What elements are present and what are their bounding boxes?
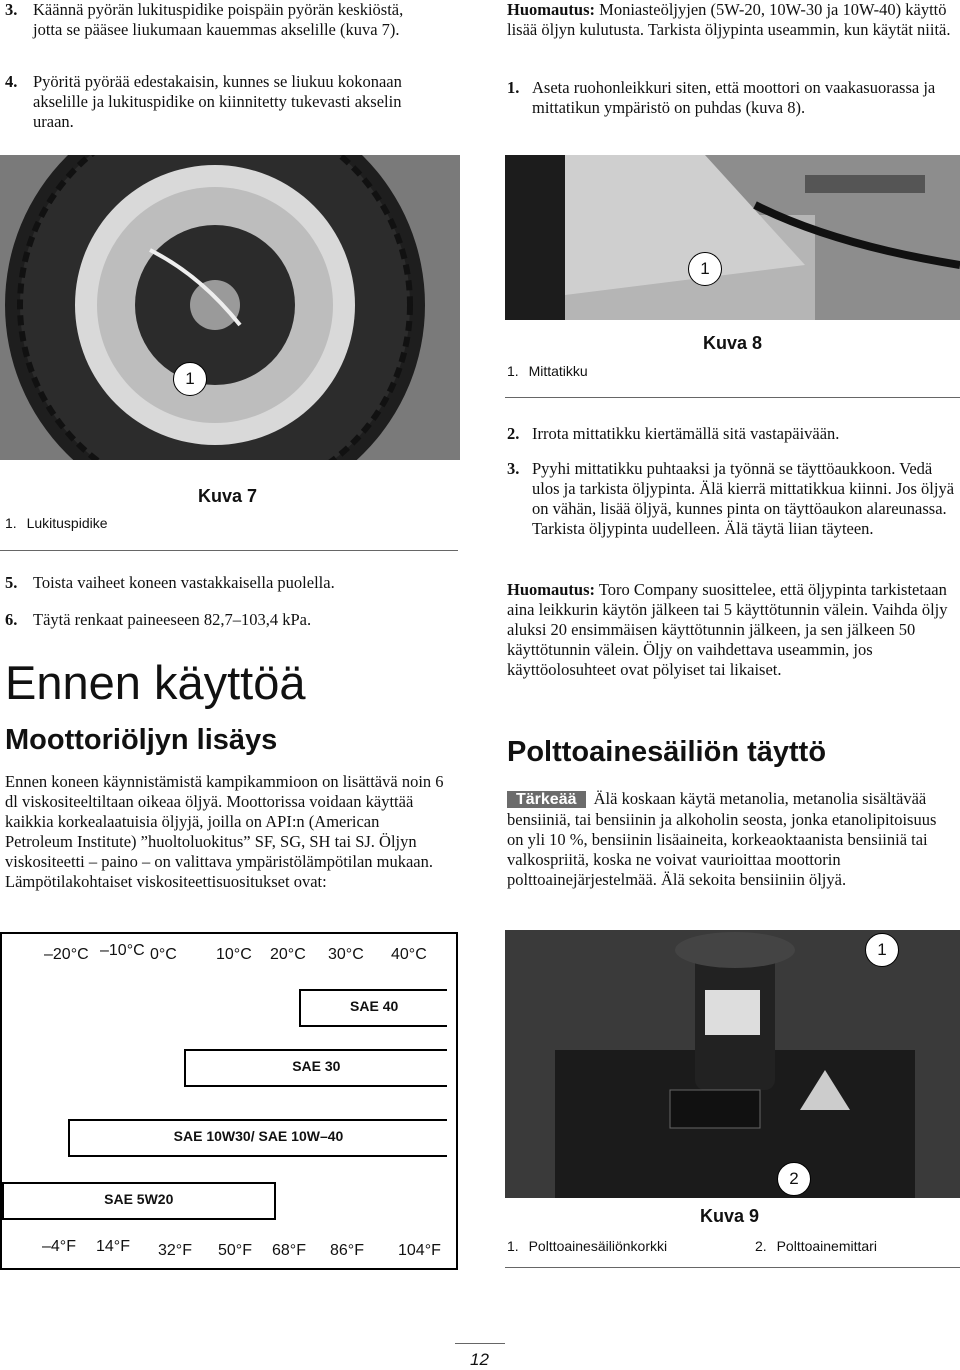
note-2 — [507, 580, 957, 680]
callout-1: 1 — [865, 933, 899, 967]
page-number: 12 — [470, 1350, 489, 1369]
fig9-title: Kuva 9 — [700, 1206, 760, 1226]
caption-number: 1. — [507, 363, 519, 379]
note-text: Toro Company suosittelee, että öljypinta tarkistetaan aina leikkurin käytön jälkeen tai 5 käyttötunnin välein. Vaihda öljy aluksi 20 ensimmäisen käyttötunnin jälkeen, ja sen jälkeen 50 käyttötunnin välein. Öljy on vaihdettava useammin, jos käyttöolosuhteet ovat pölyiset tai likaiset. — [507, 580, 948, 679]
fuel-section-title: Polttoainesäiliön täyttö — [507, 736, 827, 768]
wheel-illustration — [0, 155, 460, 460]
step-number: 2. — [507, 424, 520, 443]
caption-text: Polttoainesäiliönkorkki — [528, 1238, 668, 1254]
celsius-label: 40°C — [391, 946, 427, 963]
caption-number: 1. — [5, 515, 17, 531]
divider — [505, 1267, 960, 1268]
step-text: Aseta ruohonleikkuri siten, että moottori on vaakasuorassa ja mittatikun ympäristö on puhdas (kuva 8). — [532, 78, 936, 117]
fahrenheit-label: –4°F — [42, 1238, 76, 1255]
viscosity-chart — [0, 932, 458, 1270]
caption-text: Mittatikku — [528, 363, 588, 379]
step-3 — [5, 0, 435, 40]
fahrenheit-label: 68°F — [272, 1242, 306, 1259]
step-5 — [5, 573, 445, 593]
celsius-label: 10°C — [216, 946, 252, 963]
step-number: 1. — [507, 78, 520, 97]
grade-bar — [2, 1182, 276, 1220]
step-number: 3. — [5, 0, 18, 19]
fahrenheit-label: 14°F — [96, 1238, 130, 1255]
step-text: Irrota mittatikku kiertämällä sitä vastapäivään. — [532, 424, 840, 443]
fuel-tank-illustration — [505, 930, 960, 1198]
important-text: Älä koskaan käytä metanolia, metanolia sisältävää bensiiniä, tai bensiinin ja alkoholin seosta, jonka etanolipitoisuus on yli 10 %, bensiinin lisäaineita, korkeaoktaanista bensiiniä tai valkospriitä, koska ne voivat vaurioittaa moottorin polttoainejärjestelmää. Älä sekoita bensiiniin öljyä. — [507, 789, 937, 889]
engine-dipstick-photo — [505, 155, 960, 320]
celsius-label: 20°C — [270, 946, 306, 963]
fig8-caption — [507, 363, 588, 379]
grade-label: SAE 40 — [350, 998, 399, 1014]
step-text: Toista vaiheet koneen vastakkaisella puolella. — [33, 573, 335, 592]
section-title: Ennen käyttöä — [5, 656, 306, 709]
divider — [505, 397, 960, 398]
note-1 — [507, 0, 952, 40]
callout-2: 2 — [777, 1162, 811, 1196]
step-4 — [5, 72, 435, 132]
page-number-rule — [455, 1343, 505, 1344]
engine-illustration — [505, 155, 960, 320]
fahrenheit-label: 50°F — [218, 1242, 252, 1259]
important-badge: Tärkeää — [507, 791, 586, 808]
celsius-label: 30°C — [328, 946, 364, 963]
step-6 — [5, 610, 445, 630]
fuel-tank-photo — [505, 930, 960, 1198]
step-text: Pyyhi mittatikku puhtaaksi ja työnnä se täyttöaukkoon. Vedä ulos ja tarkista öljypinta. Älä kierrä mittatikkua kiinni. Jos öljyä on vähän, lisää öljyä, kunnes pinta on täyttöaukon alareunassa. Tarkista öljypinta uudelleen. Älä täytä liian täyteen. — [532, 459, 955, 538]
wheel-photo — [0, 155, 460, 460]
note-text: Moniasteöljyjen (5W-20, 10W-30 ja 10W-40) käyttö lisää öljyn kulutusta. Tarkista öljypinta useammin, kun käytät niitä. — [507, 0, 951, 39]
fig9-caption-1 — [507, 1238, 667, 1254]
important-paragraph — [507, 789, 957, 890]
right-step-3 — [507, 459, 957, 539]
celsius-label: 0°C — [150, 946, 177, 963]
grade-bar — [68, 1119, 447, 1157]
fig7-title: Kuva 7 — [198, 486, 258, 506]
fahrenheit-label: 86°F — [330, 1242, 364, 1259]
step-number: 4. — [5, 72, 18, 91]
grade-bar — [299, 989, 447, 1027]
caption-text: Polttoainemittari — [776, 1238, 877, 1254]
caption-number: 2. — [755, 1238, 767, 1254]
fig8-title: Kuva 8 — [703, 333, 763, 353]
step-number: 6. — [5, 610, 18, 629]
fahrenheit-label: 104°F — [398, 1242, 441, 1259]
step-text: Käännä pyörän lukituspidike poispäin pyörän keskiöstä, jotta se pääsee liukumaan kauemmas akselille (kuva 7). — [33, 0, 404, 39]
fahrenheit-label: 32°F — [158, 1242, 192, 1259]
caption-number: 1. — [507, 1238, 519, 1254]
subsection-title: Moottoriöljyn lisäys — [5, 724, 278, 756]
right-step-2 — [507, 424, 952, 444]
note-label: Huomautus: — [507, 580, 596, 599]
step-number: 5. — [5, 573, 18, 592]
step-number: 3. — [507, 459, 520, 478]
grade-label: SAE 10W30/ SAE 10W–40 — [173, 1128, 344, 1144]
body-paragraph: Ennen koneen käynnistämistä kampikammioon on lisättävä noin 6 dl viskositeeltiltaan oikeaa öljyä. Moottorissa voidaan käyttää kaikkia korkealaatuisia öljyjä, joilla on API:n (American Petroleum Institute) ”huoltoluokitus” SF, SG, SH tai SJ. Öljyn viskositeetti – paino – on valittava ympäristölämpötilan mukaan. Lämpötilakohtaiset viskositeettisuositukset ovat: — [5, 772, 444, 891]
fig7-caption — [5, 515, 108, 531]
callout-1: 1 — [173, 362, 207, 396]
grade-label: SAE 30 — [292, 1058, 341, 1074]
note-label: Huomautus: — [507, 0, 596, 19]
grade-bar — [184, 1049, 447, 1087]
grade-label: SAE 5W20 — [104, 1191, 174, 1207]
fig9-caption-2 — [755, 1238, 877, 1254]
celsius-label: –10°C — [100, 942, 145, 959]
right-step-1 — [507, 78, 952, 118]
divider — [0, 550, 458, 551]
step-text: Pyöritä pyörää edestakaisin, kunnes se liukuu kokonaan akselille ja lukituspidike on kiinnitetty tukevasti akselin uraan. — [33, 72, 402, 131]
celsius-label: –20°C — [44, 946, 89, 963]
callout-1: 1 — [688, 252, 722, 286]
caption-text: Lukituspidike — [26, 515, 108, 531]
step-text: Täytä renkaat paineeseen 82,7–103,4 kPa. — [33, 610, 312, 629]
